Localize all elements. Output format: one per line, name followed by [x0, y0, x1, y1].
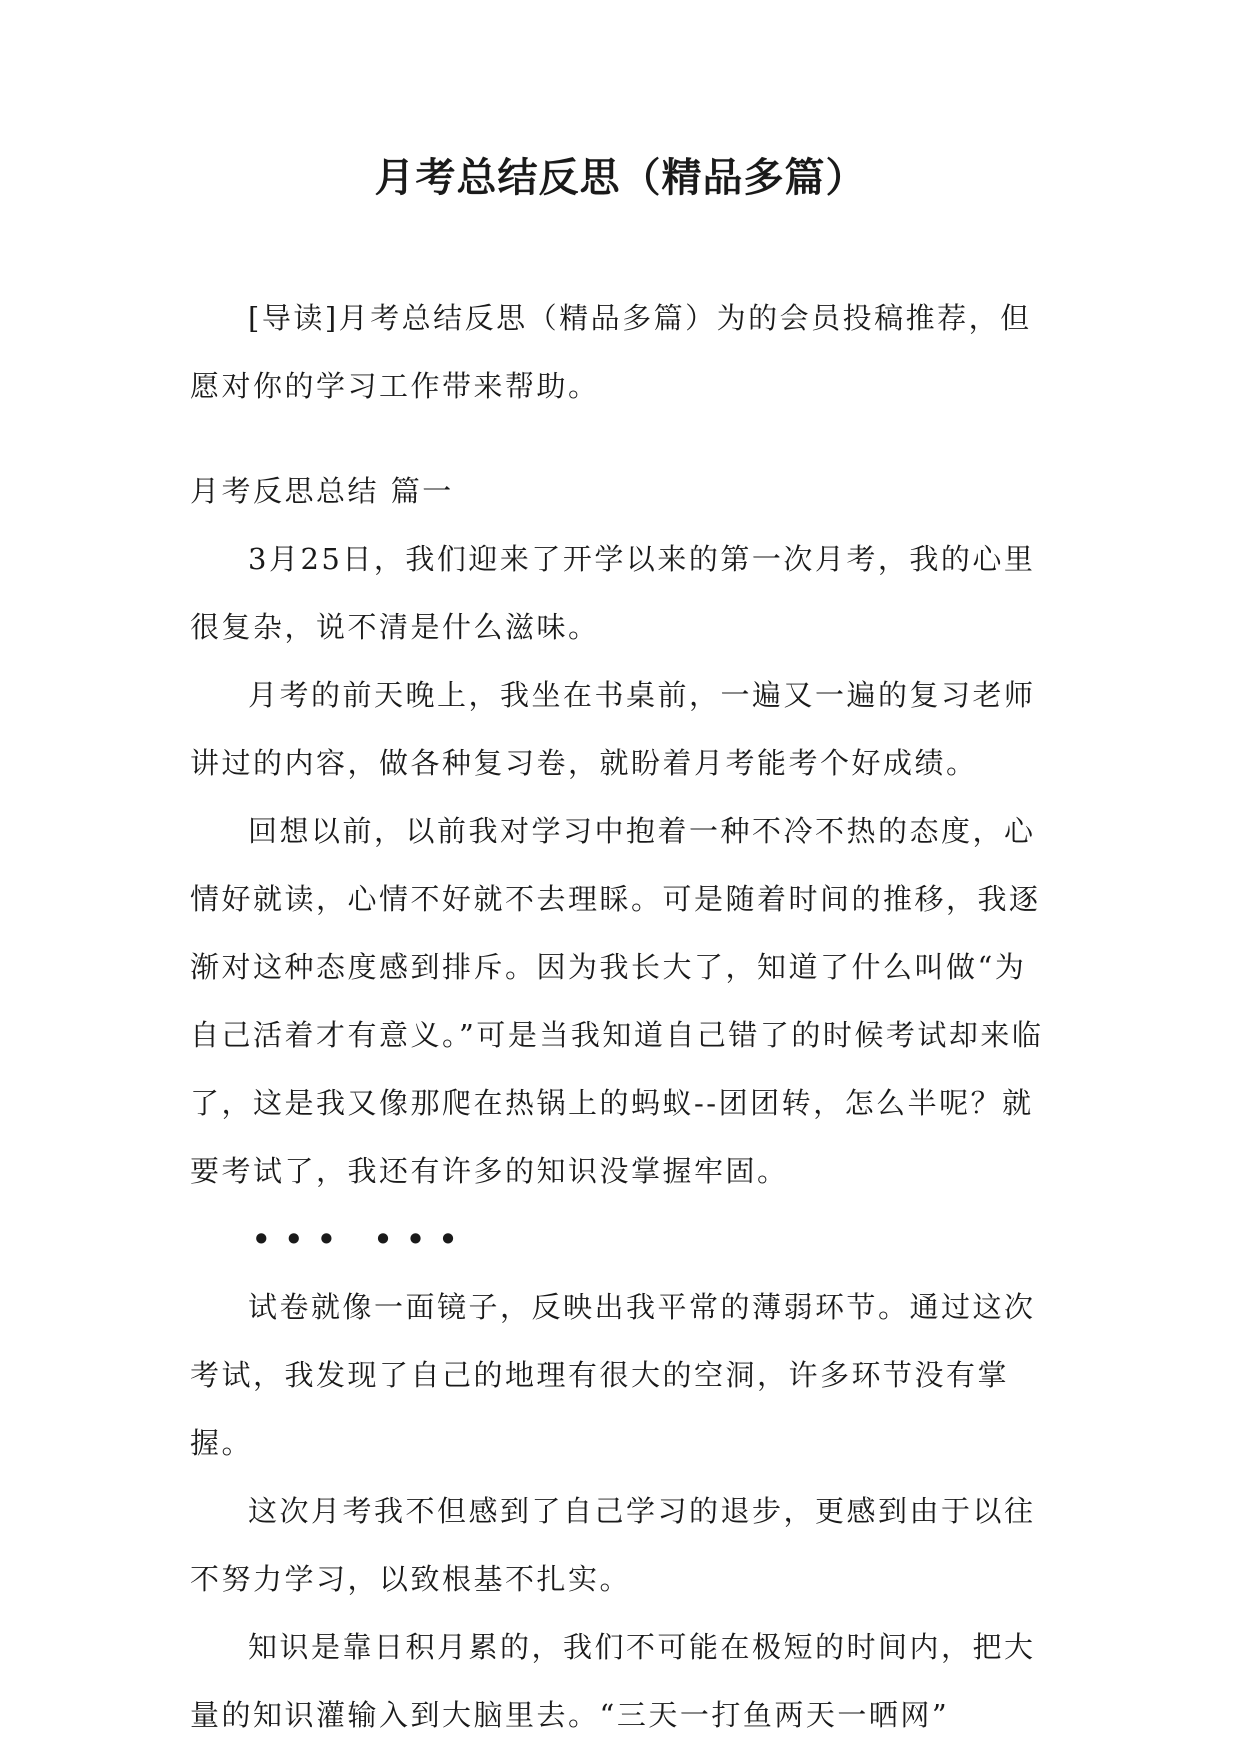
body-paragraph: 回想以前，以前我对学习中抱着一种不冷不热的态度，心情好就读，心情不好就不去理睬。可是随着时间的推移，我逐渐对这种态度感到排斥。因为我长大了，知道了什么叫做“为自己活着才有意义。”可是当我知道自己错了的时候考试却来临了，这是我又像那爬在热锅上的蚂蚁--团团转，怎么半呢？就要考试了，我还有许多的知识没掌握牢固。 — [190, 814, 1044, 1188]
ellipsis-separator: ••• ••• — [252, 1222, 472, 1256]
document-title: 月考总结反思（精品多篇） — [374, 155, 867, 201]
section-heading: 月考反思总结 篇一 — [190, 474, 454, 508]
body-paragraph: 这次月考我不但感到了自己学习的退步，更感到由于以往不努力学习，以致根基不扎实。 — [190, 1494, 1036, 1596]
intro-paragraph: [导读]月考总结反思（精品多篇）为的会员投稿推荐，但愿对你的学习工作带来帮助。 — [190, 301, 1032, 403]
intro-block — [190, 284, 1050, 420]
body-paragraph: 月考的前天晚上，我坐在书桌前，一遍又一遍的复习老师讲过的内容，做各种复习卷，就盼着月考能考个好成绩。 — [190, 678, 1036, 780]
body-paragraph: 知识是靠日积月累的，我们不可能在极短的时间内，把大量的知识灌输入到大脑里去。“三天一打鱼两天一晒网” — [190, 1630, 1036, 1732]
body-paragraph: 试卷就像一面镜子，反映出我平常的薄弱环节。通过这次考试，我发现了自己的地理有很大的空洞，许多环节没有掌握。 — [190, 1290, 1036, 1460]
body-paragraph: 3月25日，我们迎来了开学以来的第一次月考，我的心里很复杂，说不清是什么滋味。 — [190, 542, 1036, 644]
section-block — [190, 457, 1050, 1749]
